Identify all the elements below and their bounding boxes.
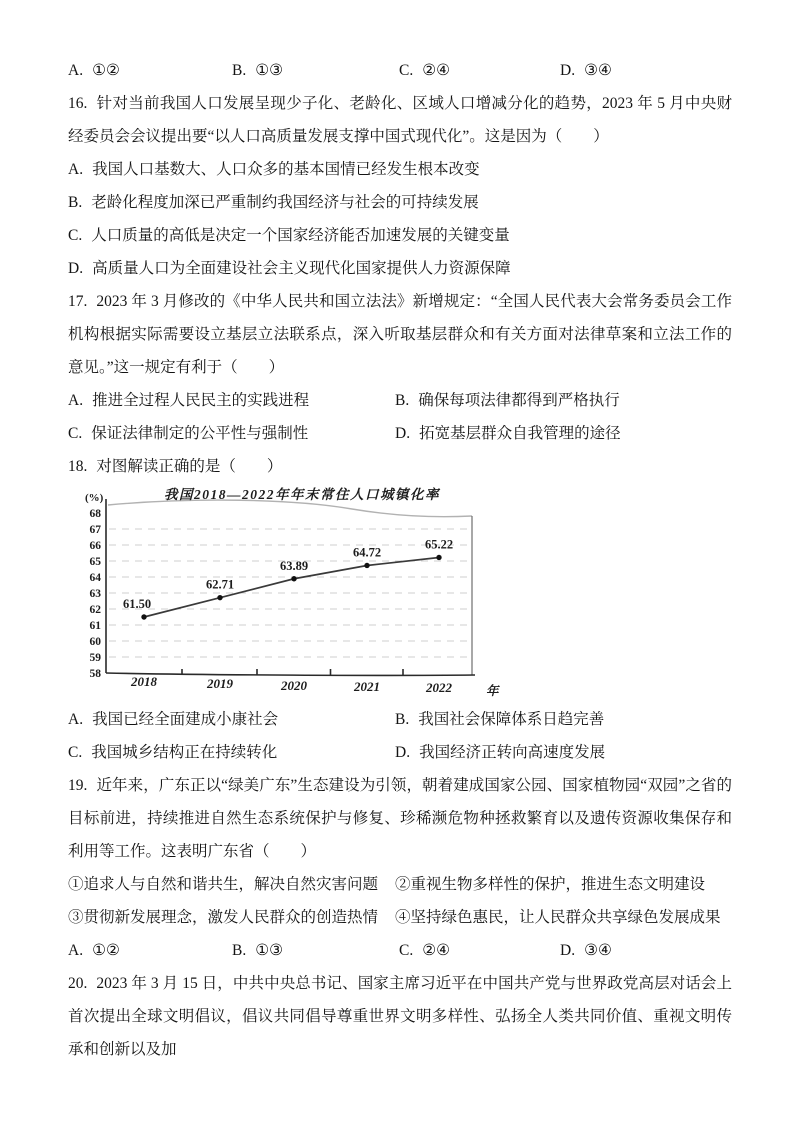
question-19-statements-row-1 — [68, 868, 732, 901]
option-label: A. — [68, 62, 84, 79]
question-18-options-row-2 — [68, 736, 732, 769]
urbanization-chart-svg — [84, 487, 508, 701]
question-18-options-row-1 — [68, 703, 732, 736]
question-19-text: 近年来，广东正以“绿美广东”生态建设为引领，朝着建成国家公园、国家植物园“双园”之省的目标前进，持续推进自然生态系统保护与修复、珍稀濒危物种拯救繁育以及遗传资源收集保存和利用等工作。这表明广东省（ ） — [68, 777, 732, 860]
option-text: ②④ — [422, 62, 451, 79]
option-label: D. — [560, 62, 576, 79]
option-text: 我国城乡结构正在持续转化 — [91, 744, 278, 761]
option-text: ①③ — [255, 942, 284, 959]
option-text: ①③ — [255, 62, 284, 79]
option-text: 确保每项法律都得到严格执行 — [418, 392, 620, 409]
question-19-option-d — [560, 934, 612, 967]
statement-text: 重视生物多样性的保护，推进生态文明建设 — [410, 876, 706, 893]
option-label: D. — [395, 744, 411, 761]
question-18-option-b — [395, 703, 604, 736]
option-text: 拓宽基层群众自我管理的途径 — [419, 425, 621, 442]
svg-text:2022: 2022 — [426, 680, 452, 695]
svg-text:60: 60 — [89, 636, 101, 648]
question-17-text: 2023 年 3 月修改的《中华人民共和国立法法》新增规定：“全国人民代表大会常务委员会工作机构根据实际需要设立基层立法联系点，深入听取基层群众和有关方面对法律草案和立法工作的意见。”这一规定有利于（ ） — [68, 293, 732, 376]
option-label: B. — [395, 711, 410, 728]
svg-text:2019: 2019 — [207, 676, 233, 691]
question-18-number: 18. — [68, 458, 88, 475]
question-17-option-c — [68, 417, 308, 450]
option-text: 我国社会保障体系日趋完善 — [418, 711, 605, 728]
question-19-statement-2 — [395, 868, 705, 901]
question-17-option-b — [395, 384, 620, 417]
svg-text:61: 61 — [89, 620, 101, 632]
question-19-option-c — [399, 934, 450, 967]
option-label: D. — [395, 425, 411, 442]
question-17-number: 17. — [68, 293, 88, 310]
svg-text:63: 63 — [89, 588, 101, 600]
svg-text:62.71: 62.71 — [205, 577, 235, 592]
svg-text:63.89: 63.89 — [279, 558, 309, 573]
carryover-option-d — [560, 54, 612, 87]
question-17-option-a — [68, 384, 309, 417]
option-text: 高质量人口为全面建设社会主义现代化国家提供人力资源保障 — [92, 260, 511, 277]
question-16-stem — [68, 87, 732, 153]
option-label: B. — [232, 942, 247, 959]
option-label: B. — [395, 392, 410, 409]
question-16-option-b — [68, 186, 732, 219]
option-text: 人口质量的高低是决定一个国家经济能否加速发展的关键变量 — [91, 227, 510, 244]
svg-text:65.22: 65.22 — [424, 537, 454, 552]
option-label: D. — [68, 260, 84, 277]
svg-text:我国2018—2022年年末常住人口城镇化率: 我国2018—2022年年末常住人口城镇化率 — [164, 487, 440, 502]
question-19-statement-3 — [68, 901, 378, 934]
svg-text:64: 64 — [89, 572, 101, 584]
question-20-number: 20. — [68, 975, 88, 992]
question-18-option-a — [68, 703, 278, 736]
question-19-option-b — [232, 934, 283, 967]
option-label: C. — [399, 62, 414, 79]
option-label: D. — [560, 942, 576, 959]
option-text: 我国人口基数大、人口众多的基本国情已经发生根本改变 — [92, 161, 480, 178]
svg-text:年: 年 — [486, 684, 499, 698]
svg-text:67: 67 — [89, 524, 101, 536]
carryover-option-c — [399, 54, 450, 87]
question-19-option-a — [68, 934, 120, 967]
question-18-text: 对图解读正确的是（ ） — [96, 458, 283, 475]
statement-label: ④ — [395, 909, 411, 926]
question-20-stem — [68, 967, 732, 1066]
option-label: B. — [232, 62, 247, 79]
option-label: B. — [68, 194, 83, 211]
question-17-stem — [68, 285, 732, 384]
option-text: 保证法律制定的公平性与强制性 — [91, 425, 309, 442]
question-18-option-d — [395, 736, 605, 769]
option-text: ③④ — [584, 942, 612, 959]
statement-label: ② — [395, 876, 411, 893]
question-17-options-row-2 — [68, 417, 732, 450]
carryover-option-b — [232, 54, 283, 87]
svg-text:64.72: 64.72 — [352, 545, 382, 560]
question-19-stem — [68, 769, 732, 868]
svg-text:2020: 2020 — [281, 678, 307, 693]
svg-text:66: 66 — [89, 540, 101, 552]
statement-text: 贯彻新发展理念，激发人民群众的创造热情 — [83, 909, 379, 926]
svg-text:68: 68 — [89, 508, 101, 520]
option-label: A. — [68, 942, 84, 959]
question-19-number: 19. — [68, 777, 88, 794]
question-16-option-c — [68, 219, 732, 252]
svg-text:2018: 2018 — [131, 674, 157, 689]
question-17-options-row-1 — [68, 384, 732, 417]
statement-text: 追求人与自然和谐共生，解决自然灾害问题 — [83, 876, 379, 893]
option-text: ①② — [92, 942, 120, 959]
option-label: C. — [399, 942, 414, 959]
option-text: ②④ — [422, 942, 451, 959]
urbanization-rate-chart — [84, 487, 508, 701]
option-label: C. — [68, 425, 83, 442]
svg-text:62: 62 — [89, 604, 101, 616]
option-text: ①② — [92, 62, 120, 79]
svg-text:65: 65 — [89, 556, 101, 568]
question-19-statement-4 — [395, 901, 721, 934]
statement-text: 坚持绿色惠民，让人民群众共享绿色发展成果 — [410, 909, 721, 926]
statement-label: ① — [68, 876, 84, 893]
svg-text:61.50: 61.50 — [122, 597, 152, 611]
question-19-statements-row-2 — [68, 901, 732, 934]
carryover-option-a — [68, 54, 120, 87]
statement-label: ③ — [68, 909, 84, 926]
question-18-stem — [68, 450, 732, 483]
svg-text:59: 59 — [89, 652, 101, 664]
svg-text:(%): (%) — [85, 492, 104, 504]
question-20-text: 2023 年 3 月 15 日，中共中央总书记、国家主席习近平在中国共产党与世界政党高层对话会上首次提出全球文明倡议，倡议共同倡导尊重世界文明多样性、弘扬全人类共同价值、重视文明传承和创新以及加 — [68, 975, 732, 1058]
option-label: A. — [68, 161, 84, 178]
svg-text:58: 58 — [89, 668, 101, 680]
question-16-option-a — [68, 153, 732, 186]
question-16-text: 针对当前我国人口发展呈现少子化、老龄化、区域人口增减分化的趋势，2023 年 5 月中央财经委员会会议提出要“以人口高质量发展支撑中国式现代化”。这是因为（ ） — [68, 95, 732, 145]
option-text: 老龄化程度加深已严重制约我国经济与社会的可持续发展 — [91, 194, 479, 211]
option-label: C. — [68, 744, 83, 761]
carryover-answer-row — [68, 54, 732, 87]
question-18-option-c — [68, 736, 277, 769]
option-text: 我国经济正转向高速度发展 — [419, 744, 606, 761]
question-16-number: 16. — [68, 95, 88, 112]
svg-text:2021: 2021 — [354, 679, 380, 694]
option-label: A. — [68, 392, 84, 409]
option-text: 我国已经全面建成小康社会 — [92, 711, 279, 728]
question-19-statement-1 — [68, 868, 378, 901]
option-text: 推进全过程人民民主的实践进程 — [92, 392, 310, 409]
option-label: C. — [68, 227, 83, 244]
question-16-option-d — [68, 252, 732, 285]
option-label: A. — [68, 711, 84, 728]
question-19-answer-row — [68, 934, 732, 967]
question-17-option-d — [395, 417, 621, 450]
option-text: ③④ — [584, 62, 612, 79]
